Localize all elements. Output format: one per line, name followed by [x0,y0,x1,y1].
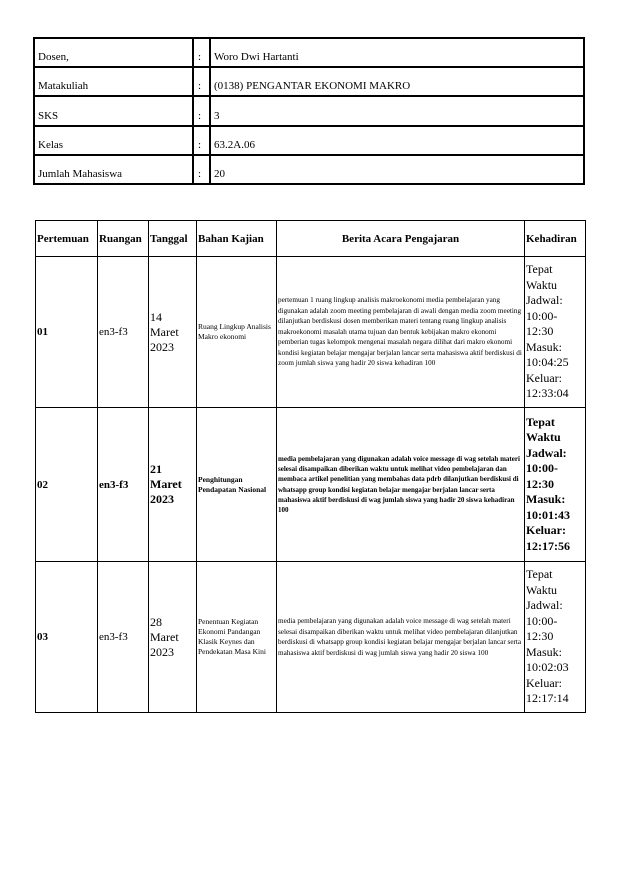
ruangan-cell: en3-f3 [98,408,149,562]
kehadiran-line: Keluar: [526,370,562,385]
kehadiran-line: 12:30 [526,476,554,491]
info-value-dosen: Woro Dwi Hartanti [210,38,584,67]
tanggal-year: 2023 [150,339,174,354]
kehadiran-line: 10:00- [526,461,558,476]
kehadiran-line: 10:01:43 [526,507,570,522]
tanggal-year: 2023 [150,644,174,659]
kehadiran-line: Waktu [526,430,561,445]
info-colon: : [193,67,210,96]
header-berita-acara: Berita Acara Pengajaran [277,221,525,257]
info-value-kelas: 63.2A.06 [210,126,584,155]
info-value-matakuliah: (0138) PENGANTAR EKONOMI MAKRO [210,67,584,96]
info-label: Jumlah Mahasiswa [34,155,193,184]
tanggal-month: Maret [150,324,179,339]
kehadiran-line: 10:04:25 [526,355,569,370]
info-colon: : [193,38,210,67]
info-row-matakuliah [34,67,584,96]
berita-acara-cell: pertemuan 1 ruang lingkup analisis makroekonomi media pembelajaran yang digunakan adalah zoom meeting pembelajaran di awali dengan media zoom meeting dilanjutkan berdiskusi dosen memberikan materi tentang ruang lingkup analisis makroekonomi masalah utama tujuan dan bentuk kebijakan makro ekonomi pemberian tugas kelompok mengenai masalah negara dilihat dari makro ekonomi kondisi kegiatan belajar mengajar berjalan lancar serta mahasiswa aktif berdiskusi di zoom jumlah siswa yang hadir 20 siswa kehadiran 100 [277,257,525,408]
info-row-jumlah-mahasiswa [34,155,584,184]
kehadiran-line: 10:02:03 [526,660,569,675]
kehadiran-line: Waktu [526,277,558,292]
berita-acara-cell: media pembelajaran yang digunakan adalah voice message di wag setelah materi selesai disampaikan diberikan waktu untuk melihat video pembelajaran dilanjutkan berdiskusi di whatsapp group kondisi kegiatan belajar mengajar berjalan lancar serta mahasiswa aktif berdiskusi di wag jumlah siswa yang hadir 20 siswa 100 [277,562,525,713]
kehadiran-cell [525,562,586,713]
info-colon: : [193,155,210,184]
kehadiran-line: Keluar: [526,675,562,690]
info-label: Matakuliah [34,67,193,96]
header-kehadiran: Kehadiran [525,221,586,257]
info-row-kelas [34,126,584,155]
table-row [36,257,586,408]
kehadiran-line: 10:00- [526,613,558,628]
kehadiran-line: Jadwal: [526,445,567,460]
info-label: Dosen, [34,38,193,67]
tanggal-cell [149,408,197,562]
tanggal-cell [149,562,197,713]
tanggal-month: Maret [150,477,182,491]
info-label: Kelas [34,126,193,155]
info-row-dosen [34,38,584,67]
kehadiran-line: Keluar: [526,523,566,538]
kehadiran-line: Tepat [526,262,553,277]
kehadiran-line: Masuk: [526,339,562,354]
berita-acara-cell: media pembelajaran yang digunakan adalah voice message di wag setelah materi selesai disampaikan diberikan waktu untuk melihat video pembelajaran dan membaca artikel penelitian yang membahas data pdrb dilanjutkan berdiskusi di whatsapp group kondisi kegiatan belajar mengajar berjalan lancar serta mahasiswa aktif berdiskusi di wag jumlah siswa yang hadir 20 siswa kehadiran 100 [277,408,525,562]
info-row-sks [34,96,584,125]
header-tanggal: Tanggal [149,221,197,257]
kehadiran-line: 10:00- [526,308,558,323]
kehadiran-line: Waktu [526,582,558,597]
header-ruangan: Ruangan [98,221,149,257]
tanggal-year: 2023 [150,492,174,506]
pertemuan-number: 01 [36,257,98,408]
info-colon: : [193,96,210,125]
header-pertemuan: Pertemuan [36,221,98,257]
info-value-jumlah-mahasiswa: 20 [210,155,584,184]
bahan-kajian-cell: Ruang Lingkup Analisis Makro ekonomi [197,257,277,408]
bahan-kajian-cell: Penghitungan Pendapatan Nasional [197,408,277,562]
pertemuan-number: 03 [36,562,98,713]
table-row [36,408,586,562]
kehadiran-line: 12:17:14 [526,691,569,706]
kehadiran-cell [525,408,586,562]
attendance-table [35,220,586,713]
course-info-table [33,37,585,185]
kehadiran-line: 12:30 [526,629,554,644]
info-label: SKS [34,96,193,125]
attendance-header-row [36,221,586,257]
kehadiran-line: 12:17:56 [526,538,570,553]
kehadiran-line: 12:33:04 [526,386,569,401]
pertemuan-number: 02 [36,408,98,562]
kehadiran-cell [525,257,586,408]
kehadiran-line: Masuk: [526,492,566,507]
tanggal-day: 14 [150,309,162,324]
kehadiran-line: Jadwal: [526,598,563,613]
header-bahan-kajian: Bahan Kajian [197,221,277,257]
tanggal-day: 21 [150,462,162,476]
kehadiran-line: Jadwal: [526,293,563,308]
ruangan-cell: en3-f3 [98,257,149,408]
info-colon: : [193,126,210,155]
tanggal-cell [149,257,197,408]
info-value-sks: 3 [210,96,584,125]
kehadiran-line: 12:30 [526,324,554,339]
ruangan-cell: en3-f3 [98,562,149,713]
tanggal-day: 28 [150,614,162,629]
kehadiran-line: Tepat [526,414,555,429]
tanggal-month: Maret [150,629,179,644]
table-row [36,562,586,713]
bahan-kajian-cell: Penentuan Kegiatan Ekonomi Pandangan Klasik Keynes dan Pendekatan Masa Kini [197,562,277,713]
kehadiran-line: Tepat [526,567,553,582]
kehadiran-line: Masuk: [526,644,562,659]
